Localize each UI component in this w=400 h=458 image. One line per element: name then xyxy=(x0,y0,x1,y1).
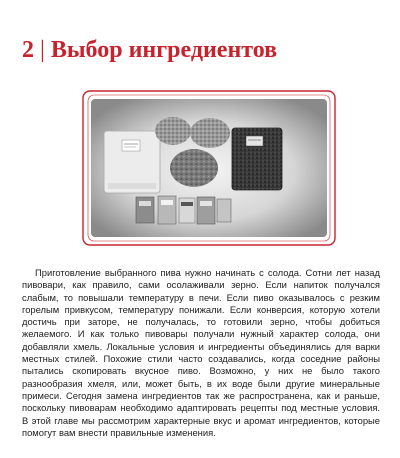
grain-pile-middle xyxy=(190,118,230,148)
grain-pile-top xyxy=(155,117,191,145)
hop-pellets-pile xyxy=(170,149,218,187)
chapter-separator: | xyxy=(40,37,45,63)
chapter-heading xyxy=(22,38,277,62)
body-text xyxy=(22,267,380,439)
ingredients-photo-graphic xyxy=(80,88,338,248)
chapter-number: 2 xyxy=(22,37,34,63)
ingredients-photo xyxy=(80,88,338,248)
body-paragraph: Приготовление выбранного пива нужно начинать с солода. Сотни лет назад пивовари, как правило, сами осолаживали зерно. Если напиток получался слабым, то повышали температуру в печи. Если пиво оказывалось с резким горелым привкусом, температуру понижали. Если конверсия, которую хотели достичь при заторе, не получалась, то готовили зерно, чтобы добиться желаемого. И как только пивовары получали нужный характер солода, они добавляли хмель. Локальные условия и ингредиенты объединялись для варки местных стилей. Похожие стили часто создавались, когда соседние районы пытались скопировать вкусное пиво. Возможно, у них не было такого разнообразия хмеля, или, может быть, в их воде были другие минеральные примеси. Сегодня замена ингредиентов так же распространена, как и раньше, поскольку пивоварам необходимо адаптировать рецепты под местные условия. В этой главе мы рассмотрим характерные вкус и аромат ингредиентов, которые помогут вам внести правильные изменения. xyxy=(22,267,380,438)
yeast-packets xyxy=(136,196,231,224)
chapter-title: Выбор ингредиентов xyxy=(50,37,278,63)
